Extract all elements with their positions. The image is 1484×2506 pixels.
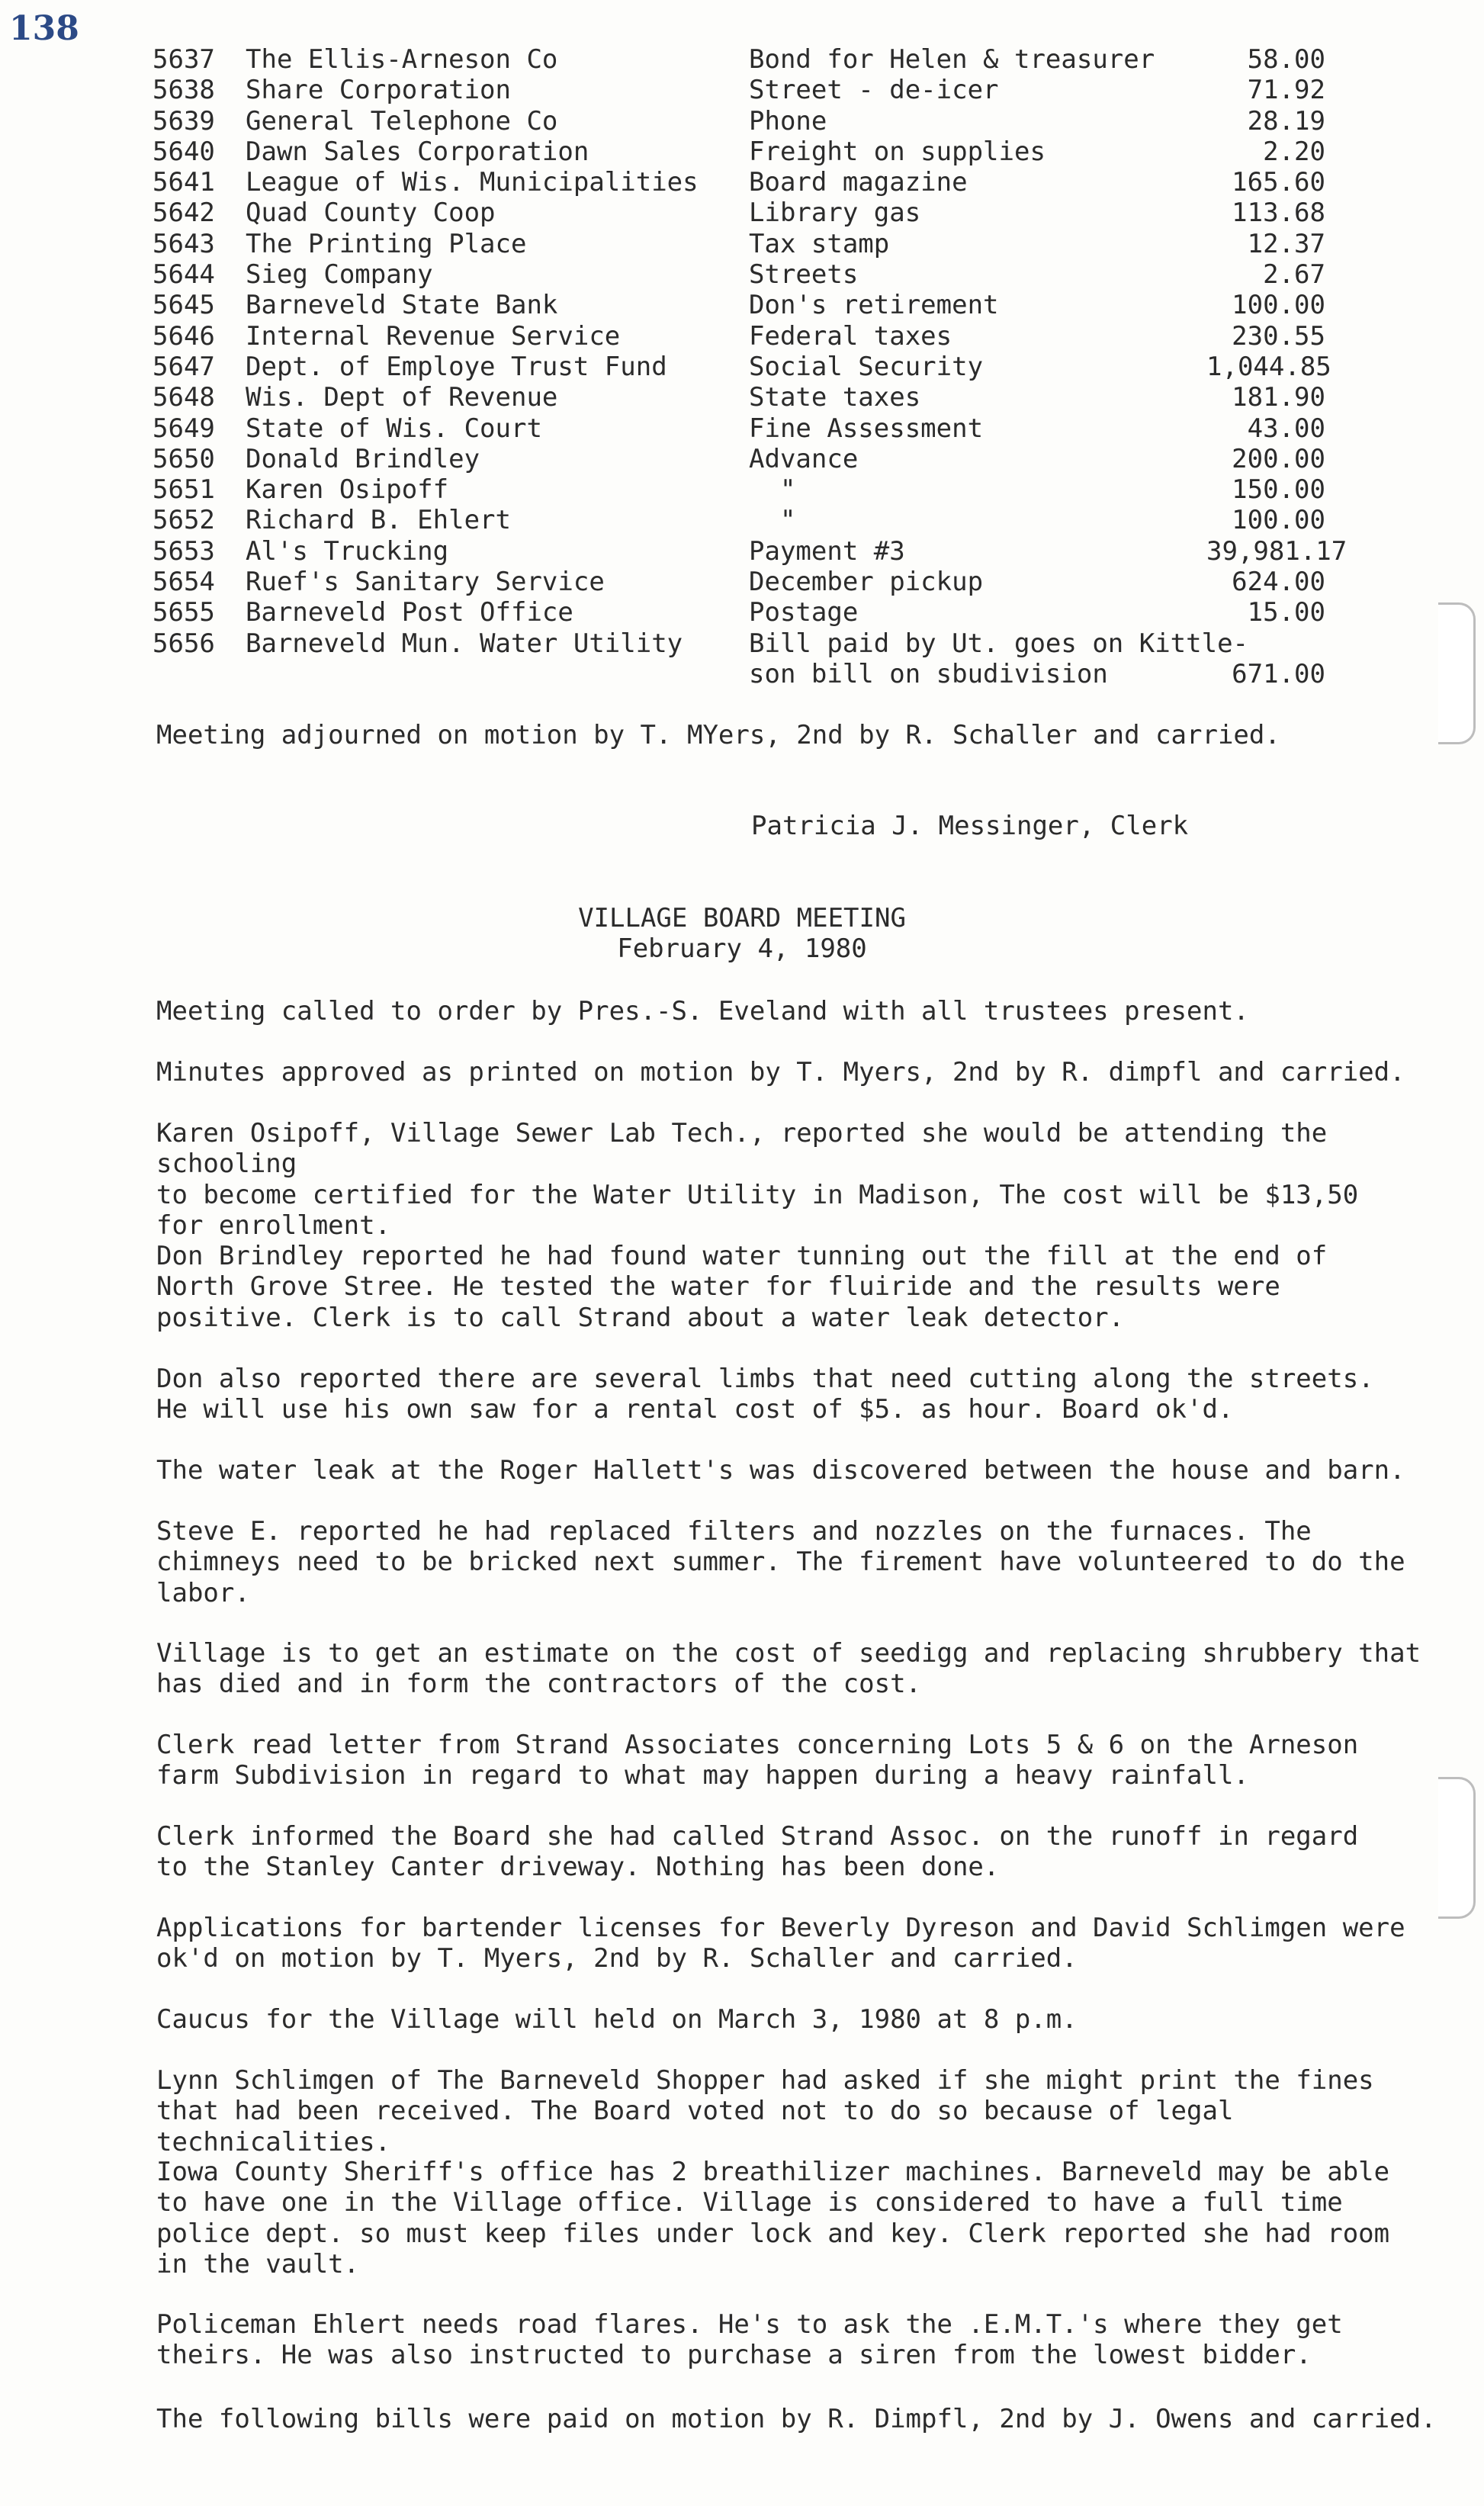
bill-payee: Al's Trucking	[246, 535, 449, 567]
bill-payee: Barneveld Mun. Water Utility	[246, 628, 683, 659]
bill-number: 5651	[153, 474, 215, 506]
bill-payee: Internal Revenue Service	[246, 320, 621, 352]
p-caucus: Caucus for the Village will held on March 3, 1980 at 8 p.m.	[156, 2004, 1078, 2035]
bill-payee: Share Corporation	[246, 75, 511, 106]
bill-purpose: Library gas	[749, 198, 921, 229]
bill-number: 5650	[153, 443, 215, 474]
bill-payee: Barneveld State Bank	[246, 290, 558, 321]
bill-payee: State of Wis. Court	[246, 413, 542, 444]
binder-hole-bottom	[1438, 1777, 1476, 1919]
p-limbs: Don also reported there are several limbs that need cutting along the streets. He will use his own saw for a rental cost of $5. as hour. Board ok'd.	[156, 1364, 1374, 1425]
bill-row	[153, 44, 1327, 75]
bill-amount: 58.00	[1247, 44, 1325, 75]
bill-payee: The Ellis-Arneson Co	[246, 44, 558, 75]
bill-amount: 181.90	[1232, 382, 1325, 413]
bill-payee: Sieg Company	[246, 259, 433, 291]
bill-payee: Dawn Sales Corporation	[246, 136, 589, 167]
meeting-heading	[0, 903, 1484, 965]
p-seeding: Village is to get an estimate on the cost of seedigg and replacing shrubbery that has died and in form the contractors of the cost.	[156, 1638, 1421, 1700]
p-minutes: Minutes approved as printed on motion by T. Myers, 2nd by R. dimpfl and carried.	[156, 1057, 1405, 1088]
bill-purpose: Board magazine	[749, 167, 968, 198]
adjourned-text: Meeting adjourned on motion by T. MYers, 2nd by R. Schaller and carried.	[156, 720, 1280, 750]
bill-number: 5640	[153, 136, 215, 167]
bill-number: 5652	[153, 505, 215, 536]
bill-payee: Donald Brindley	[246, 443, 480, 474]
bill-row	[153, 444, 1327, 474]
bill-purpose: "	[749, 505, 796, 536]
bill-number: 5656	[153, 628, 215, 659]
bill-number: 5655	[153, 597, 215, 628]
p-runoff: Clerk informed the Board she had called Strand Assoc. on the runoff in regard to the Stanley Canter driveway. Nothing has been done.	[156, 1821, 1359, 1883]
bill-row	[153, 167, 1327, 198]
p-bills-paid: The following bills were paid on motion by R. Dimpfl, 2nd by J. Owens and carried.	[156, 2404, 1437, 2434]
bill-amount	[1206, 628, 1325, 659]
bill-payee: Dept. of Employe Trust Fund	[246, 351, 667, 382]
bill-purpose: Payment #3	[749, 535, 905, 567]
bill-amount: 71.92	[1247, 75, 1325, 106]
bill-number: 5648	[153, 382, 215, 413]
bill-amount: 150.00	[1232, 474, 1325, 506]
bill-row	[153, 198, 1327, 228]
bill-number: 5645	[153, 290, 215, 321]
bill-number: 5653	[153, 535, 215, 567]
bill-amount: 100.00	[1232, 505, 1325, 536]
bills-table	[153, 44, 1347, 689]
bill-row	[153, 382, 1327, 413]
bill-amount: 671.00	[1232, 658, 1325, 689]
p-called-to-order: Meeting called to order by Pres.-S. Eveland with all trustees present.	[156, 996, 1249, 1026]
p-water-leak: The water leak at the Roger Hallett's was discovered between the house and barn.	[156, 1455, 1405, 1486]
bill-number: 5643	[153, 228, 215, 259]
bill-purpose: "	[749, 474, 796, 506]
bill-amount: 200.00	[1232, 443, 1325, 474]
bill-purpose: Freight on supplies	[749, 136, 1046, 167]
bill-row	[153, 413, 1327, 444]
bill-amount: 113.68	[1232, 198, 1325, 229]
bill-purpose: Postage	[749, 597, 859, 628]
bill-amount: 12.37	[1247, 228, 1325, 259]
p-brindley: Don Brindley reported he had found water tunning out the fill at the end of North Grove Stree. He tested the water for fluiride and the results were positive. Clerk is to call Strand about a water leak detector.	[156, 1241, 1328, 1333]
bill-amount: 39,981.17	[1206, 535, 1347, 567]
p-bartender: Applications for bartender licenses for Beverly Dyreson and David Schlimgen were ok'd on motion by T. Myers, 2nd by R. Schaller and carried.	[156, 1913, 1405, 1974]
bill-purpose: Federal taxes	[749, 320, 952, 352]
bill-amount: 2.20	[1263, 136, 1325, 167]
bill-purpose: Social Security	[749, 351, 984, 382]
bill-payee: League of Wis. Municipalities	[246, 167, 699, 198]
bill-row	[153, 351, 1331, 382]
bill-number: 5637	[153, 44, 215, 75]
bill-row	[153, 505, 1327, 535]
bill-row	[153, 106, 1327, 137]
p-flares: Policeman Ehlert needs road flares. He's to ask the .E.M.T.'s where they get theirs. He was also instructed to purchase a siren from the lowest bidder.	[156, 2309, 1343, 2371]
bill-row	[153, 567, 1327, 597]
bill-number: 5641	[153, 167, 215, 198]
meeting-title: VILLAGE BOARD MEETING	[578, 903, 906, 933]
bill-number: 5654	[153, 567, 215, 598]
bill-payee: Karen Osipoff	[246, 474, 449, 506]
bill-purpose: Bond for Helen & treasurer	[749, 44, 1155, 75]
p-furnaces: Steve E. reported he had replaced filters and nozzles on the furnaces. The chimneys need to be bricked next summer. The firement have volunteered to do the labor.	[156, 1516, 1405, 1608]
bill-number: 5642	[153, 198, 215, 229]
bill-purpose: Street - de-icer	[749, 75, 999, 106]
meeting-date: February 4, 1980	[617, 933, 867, 965]
binder-hole-top	[1438, 602, 1476, 744]
bill-amount: 165.60	[1232, 167, 1325, 198]
bill-payee: The Printing Place	[246, 228, 527, 259]
bill-row	[153, 229, 1327, 259]
bill-purpose: State taxes	[749, 382, 921, 413]
bill-number: 5646	[153, 320, 215, 352]
bill-amount: 2.67	[1263, 259, 1325, 291]
page-number: 138	[9, 9, 79, 48]
bill-payee: General Telephone Co	[246, 105, 558, 137]
bill-purpose: Advance	[749, 443, 859, 474]
bill-payee: Barneveld Post Office	[246, 597, 573, 628]
bill-payee: Quad County Coop	[246, 198, 496, 229]
bill-payee: Ruef's Sanitary Service	[246, 567, 605, 598]
bill-row	[153, 75, 1327, 105]
bill-amount: 43.00	[1247, 413, 1325, 444]
bill-payee: Wis. Dept of Revenue	[246, 382, 558, 413]
bill-row	[153, 628, 1327, 659]
p-breathalyzer: Iowa County Sheriff's office has 2 breathilizer machines. Barneveld may be able to have one in the Village office. Village is considered to have a full time police dept. so must keep files under lock and key. Clerk reported she had room in the vault.	[156, 2157, 1390, 2279]
bill-row	[153, 321, 1327, 352]
bill-amount: 28.19	[1247, 105, 1325, 137]
bill-purpose: Tax stamp	[749, 228, 890, 259]
clerk-signature: Patricia J. Messinger, Clerk	[751, 811, 1189, 841]
bill-row-continuation	[153, 659, 1327, 689]
bill-payee: Richard B. Ehlert	[246, 505, 511, 536]
p-osipoff: Karen Osipoff, Village Sewer Lab Tech., reported she would be attending the schooling to become certified for the Water Utility in Madison, The cost will be $13,50 for enrollment.	[156, 1118, 1359, 1241]
bill-row	[153, 535, 1347, 567]
bill-purpose: Streets	[749, 259, 859, 291]
bill-purpose: Phone	[749, 105, 827, 137]
bill-row	[153, 597, 1327, 628]
bill-purpose: Don's retirement	[749, 290, 999, 321]
bill-row	[153, 290, 1327, 320]
bill-row	[153, 474, 1327, 505]
bill-number: 5638	[153, 75, 215, 106]
bill-amount: 100.00	[1232, 290, 1325, 321]
bill-amount: 624.00	[1232, 567, 1325, 598]
bill-row	[153, 259, 1327, 290]
bill-purpose: Fine Assessment	[749, 413, 984, 444]
bill-purpose: son bill on sbudivision	[749, 658, 1108, 689]
bill-number: 5647	[153, 351, 215, 382]
p-strand-letter: Clerk read letter from Strand Associates concerning Lots 5 & 6 on the Arneson farm Subdivision in regard to what may happen during a heavy rainfall.	[156, 1730, 1359, 1791]
bill-number: 5644	[153, 259, 215, 291]
bill-number: 5639	[153, 105, 215, 137]
bill-amount: 230.55	[1232, 320, 1325, 352]
p-shopper: Lynn Schlimgen of The Barneveld Shopper had asked if she might print the fines that had been received. The Board voted not to do so because of legal technicalities.	[156, 2065, 1374, 2157]
bill-amount: 15.00	[1247, 597, 1325, 628]
bill-row	[153, 137, 1327, 167]
bill-amount: 1,044.85	[1206, 351, 1331, 382]
bill-purpose: December pickup	[749, 567, 984, 598]
bill-purpose: Bill paid by Ut. goes on Kittle-	[749, 628, 1249, 659]
bill-number: 5649	[153, 413, 215, 444]
